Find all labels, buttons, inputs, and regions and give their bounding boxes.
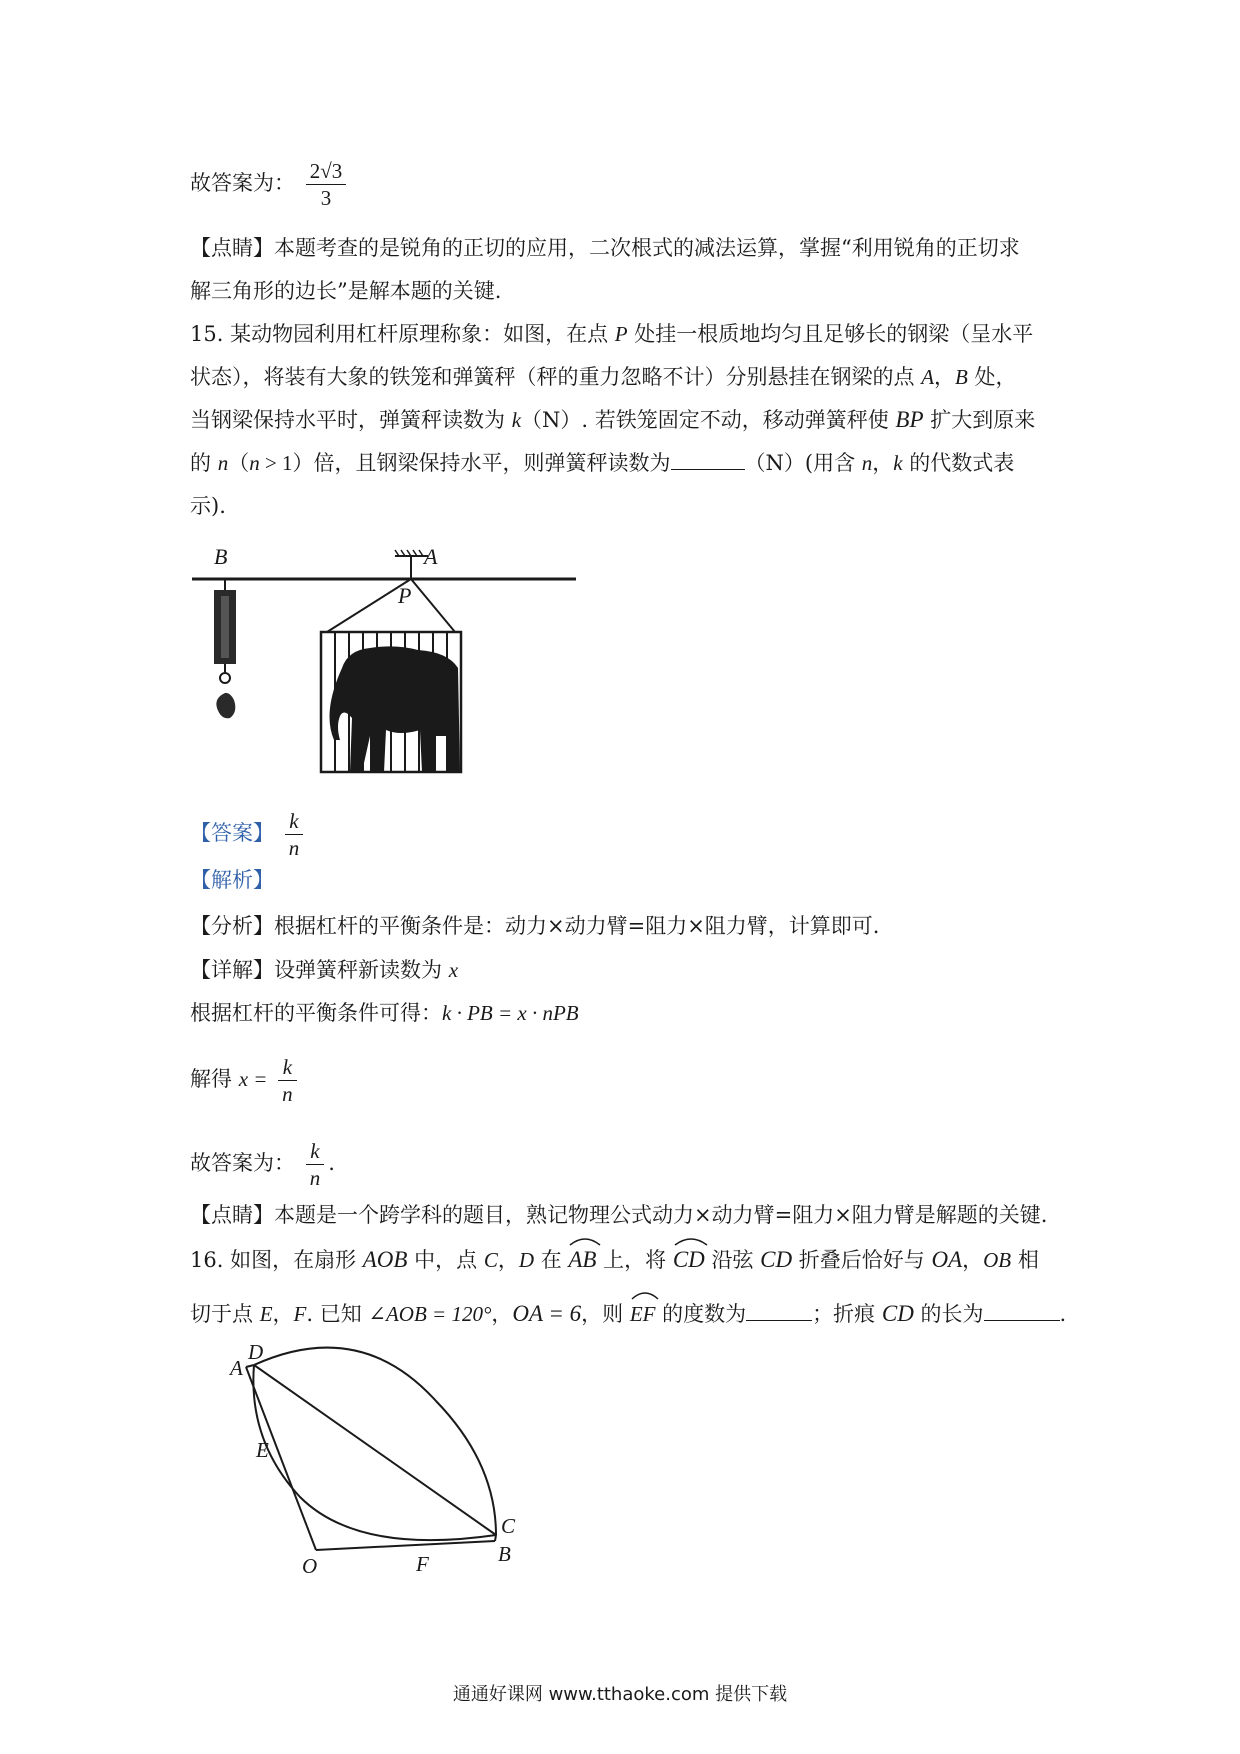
q15-var-P: P (614, 322, 628, 346)
q15-line3 (190, 405, 1035, 435)
xiangjie-tag: 【详解】 (190, 958, 274, 982)
q16-text: 在 (534, 1248, 569, 1272)
q16-var-C: C (483, 1248, 498, 1272)
label-P: P (398, 583, 412, 608)
q16-text: 的长为 (913, 1302, 984, 1326)
prev-answer-numerator: 2√3 (309, 159, 343, 183)
fenxi-tag: 【分析】 (190, 914, 274, 938)
q15-text: 的代数式表 (902, 451, 1015, 475)
q15-comment: 【点睛】本题是一个跨学科的题目，熟记物理公式动力×动力臂=阻力×阻力臂是解题的关键. (190, 1203, 1048, 1227)
q16-text: . (1059, 1302, 1067, 1326)
q16-line1 (190, 1245, 1039, 1275)
rope-right (411, 579, 455, 632)
arc-CD (673, 1245, 705, 1275)
q16-angle: ∠AOB = 120° (368, 1302, 492, 1326)
q15-text: ， (934, 365, 956, 389)
solve-line (190, 1054, 301, 1107)
balance-line (190, 998, 579, 1028)
page-footer: 通通好课网 www.tthaoke.com 提供下载 (452, 1684, 788, 1705)
label-B: B (214, 544, 228, 569)
q15-var-BP: BP (895, 407, 924, 432)
q15-answer-blank[interactable] (671, 469, 745, 470)
solve-label: 解得 (190, 1067, 239, 1091)
q16-blank-2[interactable] (984, 1320, 1060, 1321)
q15-text: ）倍，且钢梁保持水平，则弹簧秤读数为 (292, 451, 671, 475)
q16-var-E: E (259, 1302, 273, 1326)
lever-figure (190, 540, 580, 780)
q16-blank-1[interactable] (746, 1320, 812, 1321)
q16-var-OA: OA (931, 1247, 963, 1272)
prev-answer-label: 故答案为： (190, 171, 295, 195)
q15-line4 (190, 448, 1014, 478)
final-fraction (306, 1138, 325, 1191)
prev-answer-fraction (306, 158, 347, 211)
label-A: A (424, 544, 438, 569)
label-F: F (416, 1552, 429, 1576)
q16-text: 沿弦 (704, 1248, 761, 1272)
label-C: C (501, 1514, 516, 1538)
q16-var-F: F (293, 1302, 307, 1326)
q16-var-OB: OB (983, 1248, 1012, 1272)
arc-AB (568, 1245, 596, 1275)
label-O: O (302, 1554, 318, 1578)
q15-text: 的 (190, 451, 218, 475)
q16-var-AOB: AOB (362, 1247, 408, 1272)
q16-radius: OA = 6 (512, 1301, 582, 1326)
q16-text: 切于点 (190, 1302, 260, 1326)
label-A: A (230, 1356, 243, 1380)
q16-text: 上，将 (596, 1248, 673, 1272)
answer15-numerator: k (289, 809, 299, 833)
q16-text: ， (491, 1302, 513, 1326)
balance-equation: k · PB = x · nPB (442, 1001, 579, 1025)
q15-text: 当钢梁保持水平时，弹簧秤读数为 (190, 408, 512, 432)
arc-AB (254, 1348, 496, 1535)
prev-comment-line1: 【点睛】本题考查的是锐角的正切的应用，二次根式的减法运算，掌握“利用锐角的正切求 (190, 236, 1020, 260)
xiangjie-line (190, 955, 458, 985)
solve-fraction (278, 1054, 297, 1107)
q15-text: 扩大到原来 (923, 408, 1036, 432)
q15-text: 状态），将装有大象的铁笼和弹簧秤（秤的重力忽略不计）分别悬挂在钢梁的点 (190, 365, 922, 389)
final-dot: . (328, 1151, 335, 1175)
solve-lhs: x = (238, 1067, 268, 1091)
q15-var-k: k (893, 451, 903, 475)
q16-var-EF: EF (629, 1302, 656, 1326)
var-x: x (448, 958, 459, 982)
solve-denominator: n (278, 1080, 297, 1107)
q16-text: 相 (1011, 1248, 1039, 1272)
q15-text: 15. 某动物园利用杠杆原理称象：如图，在点 (190, 322, 615, 346)
q16-text: ， (272, 1302, 294, 1326)
balance-label: 根据杠杆的平衡条件可得： (190, 1001, 442, 1025)
analysis-tag: 【解析】 (190, 868, 274, 892)
q16-var-CD: CD (672, 1247, 705, 1272)
final-label: 故答案为： (190, 1151, 295, 1175)
prev-comment-line2: 解三角形的边长”是解本题的关键. (190, 279, 502, 303)
q15-var-n: n (217, 451, 229, 475)
q15-line5: 示). (190, 494, 226, 518)
label-E: E (256, 1438, 269, 1462)
q16-var-AB: AB (568, 1247, 597, 1272)
fenxi-line (190, 911, 879, 941)
label-B: B (498, 1542, 511, 1566)
q15-text: （ (228, 451, 250, 475)
answer15-line (190, 808, 307, 861)
q16-var-CD: CD (881, 1301, 914, 1326)
answer-tag: 【答案】 (190, 821, 274, 845)
q16-text: 16. 如图，在扇形 (190, 1248, 363, 1272)
q15-text: （N）(用含 (744, 451, 862, 475)
q16-text: . 已知 (306, 1302, 369, 1326)
q15-var-A: A (921, 365, 935, 389)
label-D: D (248, 1345, 264, 1364)
segment-OB (316, 1541, 495, 1550)
prev-answer-line (190, 158, 350, 211)
q15-var-B: B (955, 365, 968, 389)
solve-numerator: k (282, 1055, 293, 1079)
fenxi-text: 根据杠杆的平衡条件是：动力×动力臂=阻力×阻力臂，计算即可. (274, 914, 880, 938)
q16-text: ；折痕 (812, 1302, 882, 1326)
final-denominator: n (306, 1164, 325, 1191)
q15-var-n: n (861, 451, 873, 475)
xiangjie-text: 设弹簧秤新读数为 (274, 958, 449, 982)
q16-text: 折叠后恰好与 (792, 1248, 932, 1272)
answer15-denominator: n (285, 834, 304, 861)
q16-text: 的度数为 (655, 1302, 747, 1326)
final-answer-line (190, 1138, 335, 1191)
q15-condition: > 1 (259, 451, 293, 475)
arc-EF (630, 1299, 656, 1329)
q15-text: 处挂一根质地均匀且足够长的钢梁（呈水平 (627, 322, 1034, 346)
answer15-fraction (285, 808, 304, 861)
q16-var-D: D (518, 1248, 535, 1272)
q16-line2 (190, 1299, 1066, 1329)
chord-CD (254, 1365, 496, 1535)
q16-text: 中，点 (407, 1248, 484, 1272)
q16-text: ， (497, 1248, 519, 1272)
q15-line2 (190, 362, 1017, 392)
q15-line1 (190, 319, 1033, 349)
q15-var-n: n (249, 451, 260, 475)
q15-text: （N）. 若铁笼固定不动，移动弹簧秤使 (521, 408, 896, 432)
final-numerator: k (310, 1139, 320, 1163)
q16-var-CD: CD (760, 1247, 793, 1272)
q15-text: 处， (967, 365, 1017, 389)
q15-text: ， (872, 451, 894, 475)
q15-var-k: k (511, 408, 522, 432)
iron-cage (321, 632, 461, 772)
spring-scale (214, 579, 236, 718)
prev-answer-denominator: 3 (306, 184, 347, 211)
q16-text: ， (962, 1248, 984, 1272)
segment-AD (246, 1365, 254, 1367)
q16-text: ，则 (581, 1302, 630, 1326)
sector-figure (190, 1345, 560, 1585)
